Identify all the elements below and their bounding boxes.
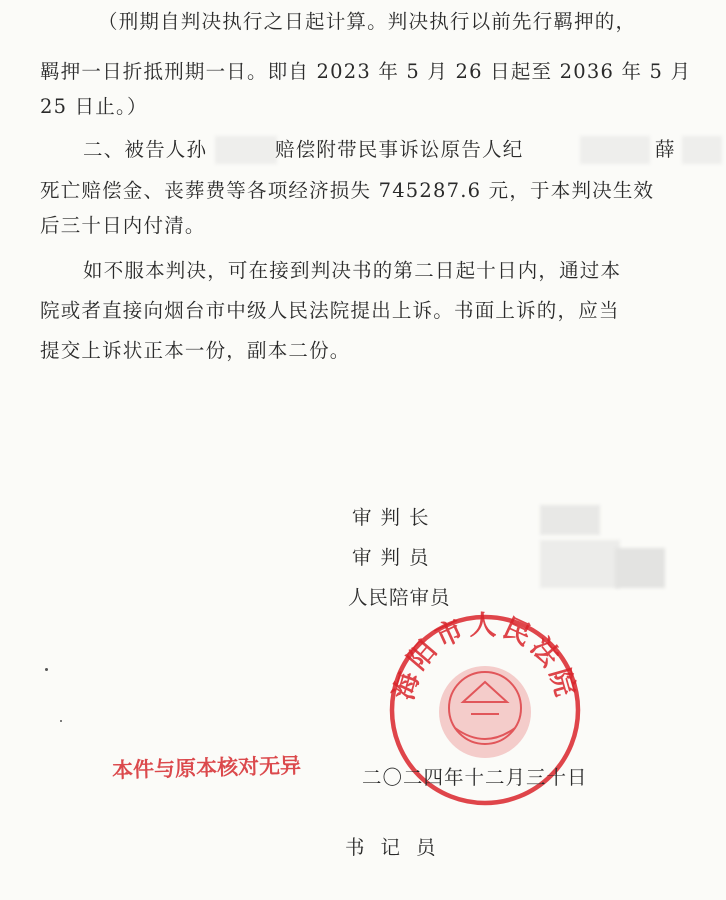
redaction-block [682,136,722,164]
judge-label: 审判员 [352,546,438,569]
scan-speck [60,720,62,722]
judgment-date: 二〇二四年十二月三十日 [362,766,588,789]
chief-judge-label: 审判长 [352,506,438,529]
paragraph-line-4c: 薛 [655,138,676,161]
scan-speck [45,668,48,671]
paragraph-line-4b: 赔偿附带民事诉讼原告人纪 [275,138,524,161]
redaction-block [580,136,650,164]
redaction-block [540,505,600,535]
copy-verification-stamp: 本件与原本核对无异 [111,753,302,783]
paragraph-line-5: 死亡赔偿金、丧葬费等各项经济损失 745287.6 元，于本判决生效 [40,179,655,202]
seal-text: 海阳市人民法院 [388,610,582,704]
redaction-block [215,136,277,164]
paragraph-line-4a: 二、被告人孙 [83,138,208,161]
paragraph-line-6: 后三十日内付清。 [40,214,206,237]
paragraph-line-1: （刑期自判决执行之日起计算。判决执行以前先行羁押的， [98,10,637,33]
redaction-block [540,540,620,588]
clerk-label: 书记员 [345,836,452,859]
paragraph-line-9: 提交上诉状正本一份，副本二份。 [40,339,351,362]
redaction-block [615,548,665,588]
paragraph-line-3: 25 日止。） [40,95,148,118]
paragraph-line-7: 如不服本判决，可在接到判决书的第二日起十日内，通过本 [83,259,622,282]
juror-label: 人民陪审员 [348,586,451,609]
paragraph-line-2: 羁押一日折抵刑期一日。即自 2023 年 5 月 26 日起至 2036 年 5 月 [40,60,692,83]
paragraph-line-8: 院或者直接向烟台市中级人民法院提出上诉。书面上诉的，应当 [40,299,620,322]
